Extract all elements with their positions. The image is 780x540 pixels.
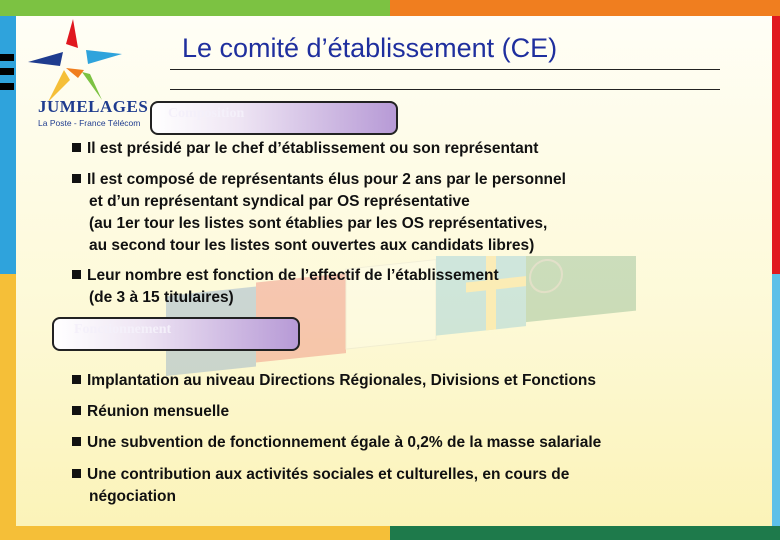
page-title: Le comité d’établissement (CE) bbox=[182, 33, 558, 63]
side-mark bbox=[0, 83, 14, 90]
logo-star-green bbox=[82, 72, 102, 100]
square-bullet-icon bbox=[72, 437, 81, 446]
logo-subtitle: La Poste - France Télécom bbox=[38, 118, 141, 128]
bullet-nombre: Leur nombre est fonction de l’effectif de l’établissement (de 3 à 15 titulaires) bbox=[72, 265, 499, 309]
square-bullet-icon bbox=[72, 406, 81, 415]
logo-star-red bbox=[66, 19, 78, 48]
frame-bar-red bbox=[772, 16, 780, 274]
square-bullet-icon bbox=[72, 375, 81, 384]
bullet-subvention: Une subvention de fonctionnement égale à 0,2% de la masse salariale bbox=[72, 432, 601, 454]
frame-bar-orange bbox=[390, 0, 780, 16]
frame-bar-dark-green bbox=[390, 526, 780, 540]
bullet-contribution: Une contribution aux activités sociales et culturelles, en cours de négociation bbox=[72, 464, 569, 508]
side-mark bbox=[0, 54, 14, 61]
section-tab-fonctionnement bbox=[52, 317, 300, 351]
logo-star-light-blue bbox=[86, 50, 122, 64]
square-bullet-icon bbox=[72, 469, 81, 478]
bullet-implantation: Implantation au niveau Directions Régionales, Divisions et Fonctions bbox=[72, 370, 596, 392]
logo-star-orange bbox=[66, 68, 84, 78]
section-tab-composition bbox=[150, 101, 398, 135]
square-bullet-icon bbox=[72, 270, 81, 279]
bullet-reunion: Réunion mensuelle bbox=[72, 401, 229, 423]
title-rule-top bbox=[170, 69, 720, 70]
frame-bar-light-blue bbox=[772, 274, 780, 526]
square-bullet-icon bbox=[72, 174, 81, 183]
bullet-composition: Il est composé de représentants élus pour 2 ans par le personnel et d’un représentant syndical par OS représentative (au 1er tour les listes sont établies par les OS représentatives, au second tour les listes sont ouvertes aux candidats libres) bbox=[72, 169, 566, 257]
logo-wordmark: JUMELAGES bbox=[38, 97, 149, 116]
frame-bar-bottom-yellow bbox=[16, 526, 390, 540]
square-bullet-icon bbox=[72, 143, 81, 152]
bullet-presidence: Il est présidé par le chef d’établissement ou son représentant bbox=[72, 138, 538, 160]
title-rule-bottom bbox=[170, 89, 720, 90]
side-mark bbox=[0, 68, 14, 75]
section-label-fonctionnement: Fonctionnement bbox=[74, 322, 172, 337]
section-label-composition: Composition bbox=[168, 106, 245, 121]
frame-bar-yellow bbox=[0, 274, 16, 540]
logo-star-blue bbox=[28, 52, 63, 66]
